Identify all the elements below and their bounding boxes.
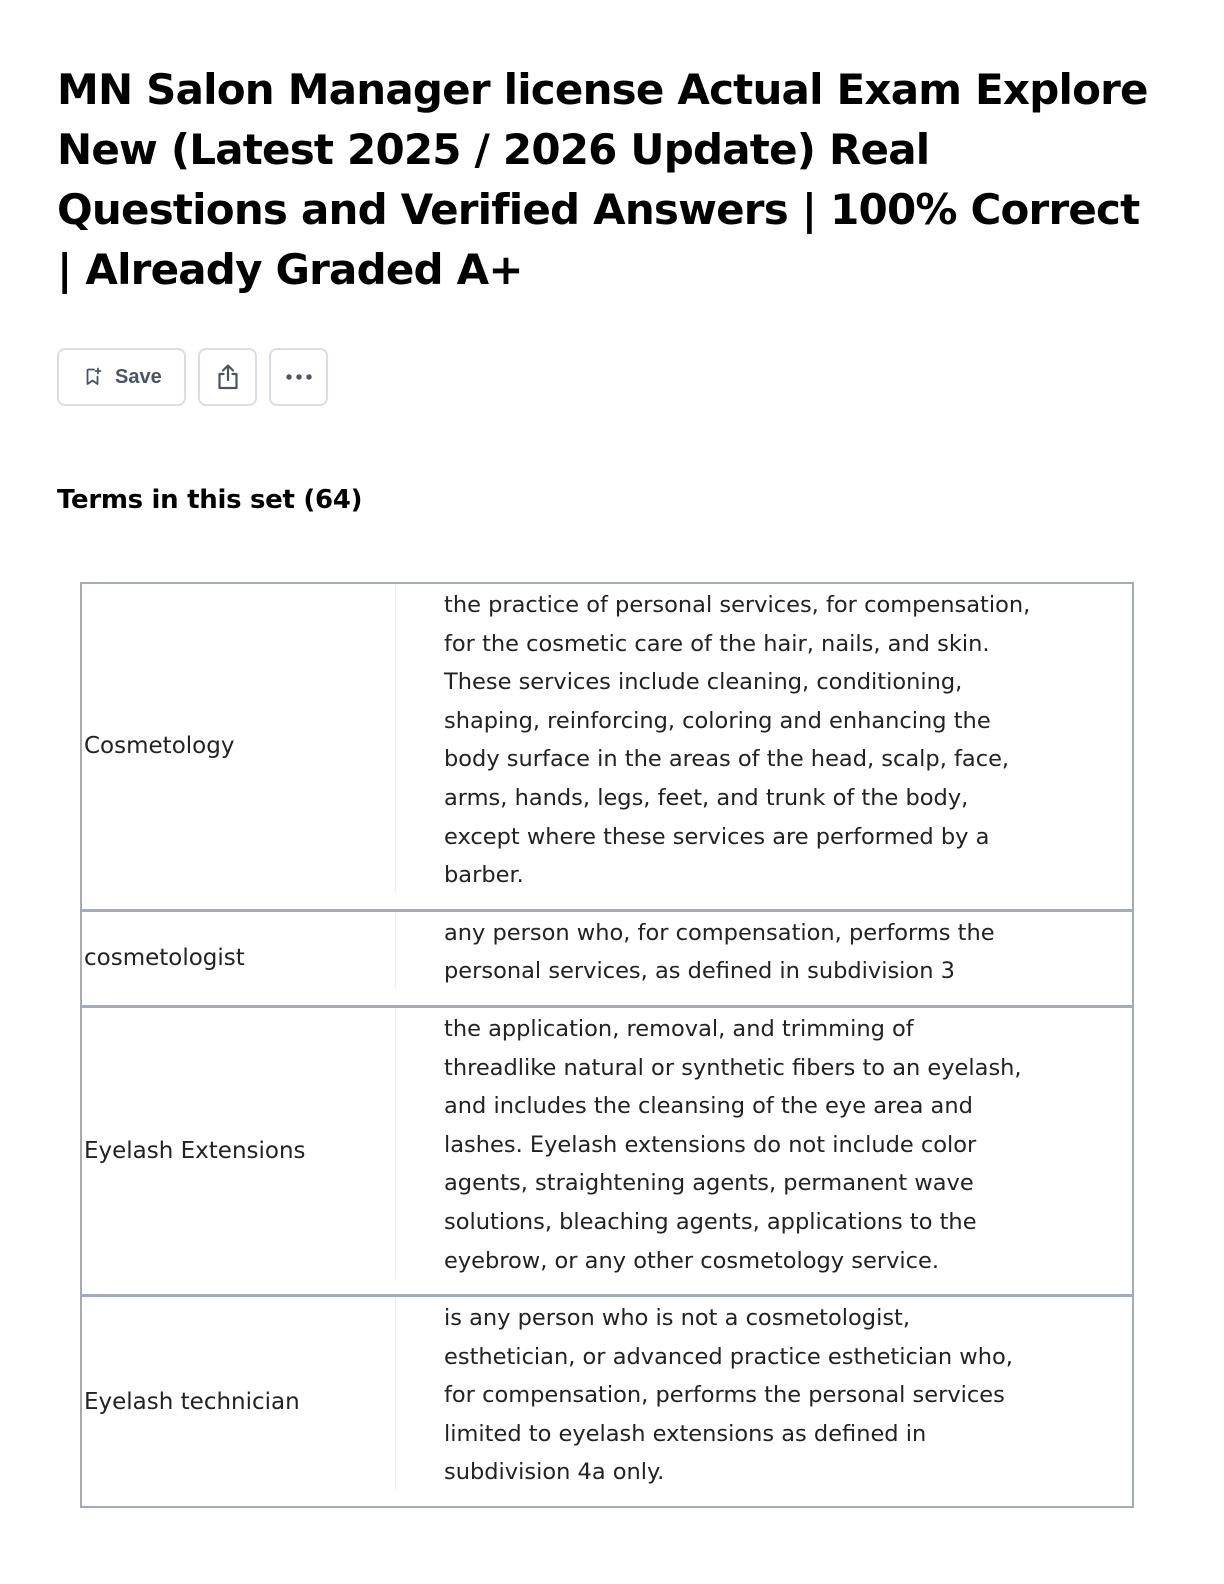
term-cell [81,583,396,910]
definition-cell [396,1296,1133,1507]
terms-heading: Terms in this set (64) [57,485,363,515]
save-button[interactable] [57,348,186,406]
definition-text: the application, removal, and trimming of threadlike natural or synthetic fibers to an eyelash, and includes the cleansing of the eye area and lashes. Eyelash extensions do not include color agents, straightening agents, permanent wave solutions, bleaching agents, applications to the eyebrow, or any other cosmetology service. [444,1015,1022,1274]
definition-text: the practice of personal services, for compensation, for the cosmetic care of the hair, nails, and skin. These services include cleaning, conditioning, shaping, reinforcing, coloring and enhancing the body surface in the areas of the head, scalp, face, arms, hands, legs, feet, and trunk of the body, except where these services are performed by a barber. [444,592,1031,889]
term-row [81,1006,1133,1295]
terms-table [80,582,1134,1508]
share-button[interactable] [198,348,257,406]
definition-text: is any person who is not a cosmetologist, esthetician, or advanced practice esthetician who, for compensation, performs the personal services limited to eyelash extensions as defined in subdivision 4a only. [444,1305,1013,1486]
term-text: Eyelash technician [84,1388,300,1415]
definition-cell [396,583,1133,910]
definition-cell [396,910,1133,1006]
term-row [81,583,1133,910]
term-cell [81,910,396,1006]
more-options-button[interactable] [269,348,328,406]
term-row [81,1296,1133,1507]
save-button-label: Save [115,365,162,388]
definition-text: any person who, for compensation, performs the personal services, as defined in subdivision 3 [444,919,995,985]
term-row [81,910,1133,1006]
more-horizontal-icon [284,372,314,382]
page-title: MN Salon Manager license Actual Exam Explore New (Latest 2025 / 2026 Update) Real Questions and Verified Answers | 100% Correct | Already Graded A+ [57,65,1148,294]
term-cell [81,1296,396,1507]
term-text: Eyelash Extensions [84,1138,306,1165]
term-text: Cosmetology [84,733,235,760]
share-icon [213,362,243,392]
definition-cell [396,1006,1133,1295]
term-text: cosmetologist [84,945,245,972]
bookmark-add-icon [83,367,103,387]
action-bar [57,348,328,406]
term-cell [81,1006,396,1295]
